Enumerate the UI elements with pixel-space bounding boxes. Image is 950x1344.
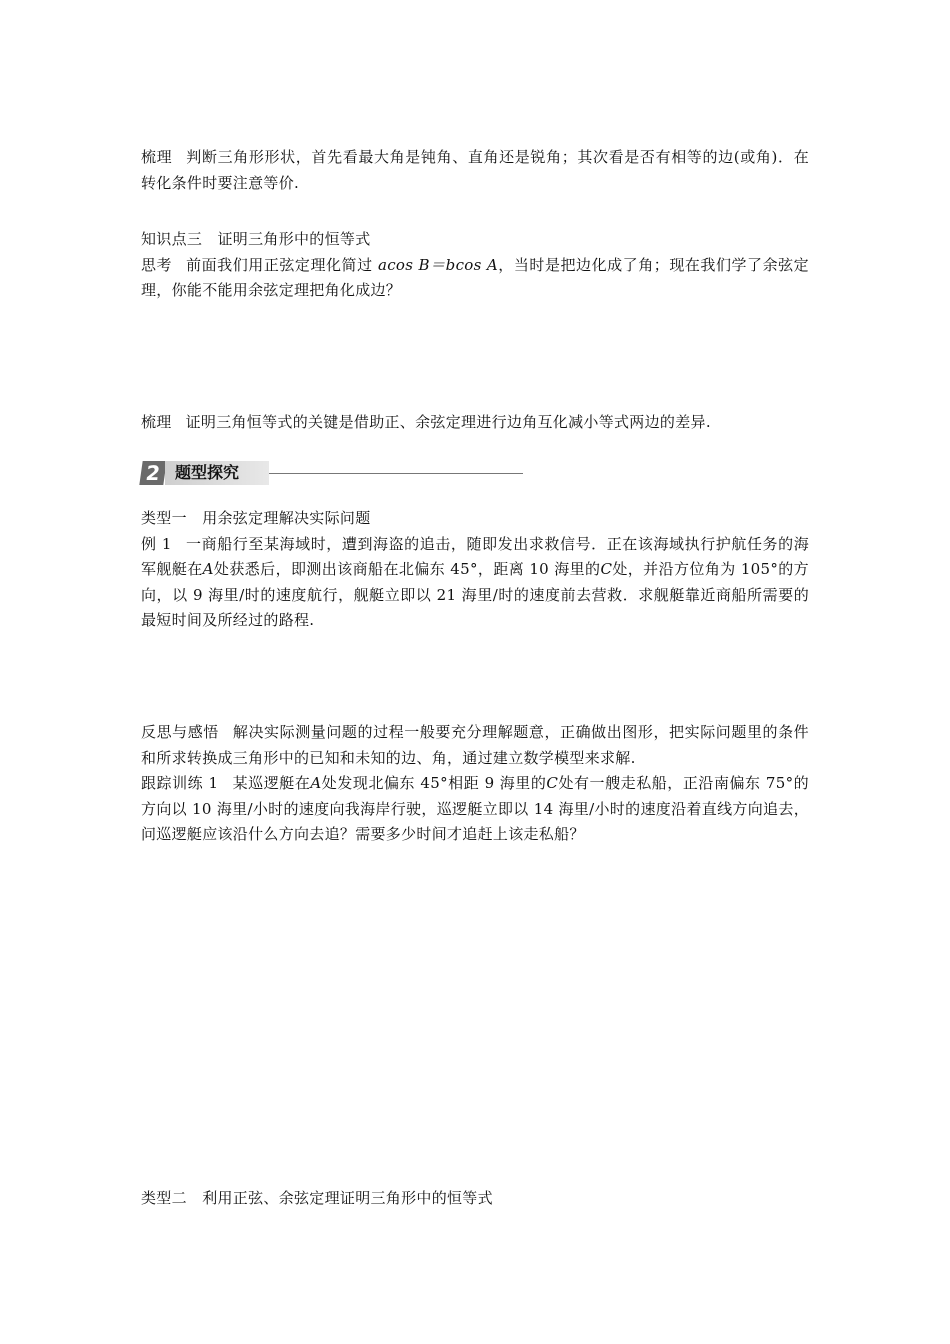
knowledge-point-3: [141, 227, 809, 304]
summary-shape-judgement: [141, 145, 809, 196]
section-number-badge: 2: [139, 461, 166, 485]
think-text-post: ，当时是把边化成了角；现在我们学了余弦定理，你能不能用余弦定理把角化成边？: [141, 255, 809, 299]
point-a: A: [310, 774, 322, 792]
type-1-block: [141, 506, 809, 634]
practice-text-c: 处有一艘走私船，正沿南偏东 75°的方向以 10 海里/小时的速度向我海岸行驶，巡逻艇立即以 14 海里/小时的速度沿着直线方向追去，问巡逻艇应该沿什么方向去追？需要多少时间才追赶上该走私船？: [141, 774, 809, 843]
reflection-label: 反思与感悟: [141, 723, 219, 741]
section-divider: [269, 473, 523, 474]
section-title: 题型探究: [175, 463, 240, 482]
practice-text-b: 处发现北偏东 45°相距 9 海里的: [321, 774, 547, 792]
example-text-a: 一商船行至某海域时，遭到海盗的追击，随即发出求救信号．正在该海域执行护航任务的海军舰艇在: [141, 534, 809, 578]
type-2-heading: 类型二 利用正弦、余弦定理证明三角形中的恒等式: [141, 1189, 493, 1207]
point-a: A: [202, 560, 214, 578]
example-text-b: 处获悉后，即测出该商船在北偏东 45°，距离 10 海里的: [213, 560, 601, 578]
point-c: C: [600, 560, 613, 578]
summary-label: 梳理: [141, 148, 173, 166]
summary-identity-proof: [141, 410, 809, 436]
knowledge-point-heading: 知识点三 证明三角形中的恒等式: [141, 230, 371, 248]
section-title-box: [165, 461, 269, 485]
summary-text: 证明三角恒等式的关键是借助正、余弦定理进行边角互化减小等式两边的差异.: [185, 413, 711, 431]
practice-label: 跟踪训练 1: [141, 774, 219, 792]
example-label: 例 1: [141, 534, 172, 553]
type-2-block: [141, 1186, 809, 1212]
type-1-heading: 类型一 用余弦定理解决实际问题: [141, 509, 371, 527]
think-text-pre: 前面我们用正弦定理化简过: [186, 255, 378, 274]
section-header: [141, 459, 523, 487]
think-formula: acos B＝bcos A: [377, 255, 499, 274]
example-text-c: 处，并沿方位角为 105°的方向，以 9 海里/时的速度航行，舰艇立即以 21 海里/时的速度前去营救．求舰艇靠近商船所需要的最短时间及所经过的路程.: [141, 560, 809, 629]
reflection-and-practice: [141, 720, 809, 848]
summary-text: 判断三角形形状，首先看最大角是钝角、直角还是锐角；其次看是否有相等的边(或角)．在转化条件时要注意等价.: [141, 148, 809, 192]
point-c: C: [546, 774, 559, 792]
think-label: 思考: [141, 255, 173, 274]
summary-label: 梳理: [141, 413, 172, 431]
practice-text-a: 某巡逻艇在: [232, 774, 311, 792]
reflection-text: 解决实际测量问题的过程一般要充分理解题意，正确做出图形，把实际问题里的条件和所求转换成三角形中的已知和未知的边、角，通过建立数学模型来求解.: [141, 723, 809, 767]
